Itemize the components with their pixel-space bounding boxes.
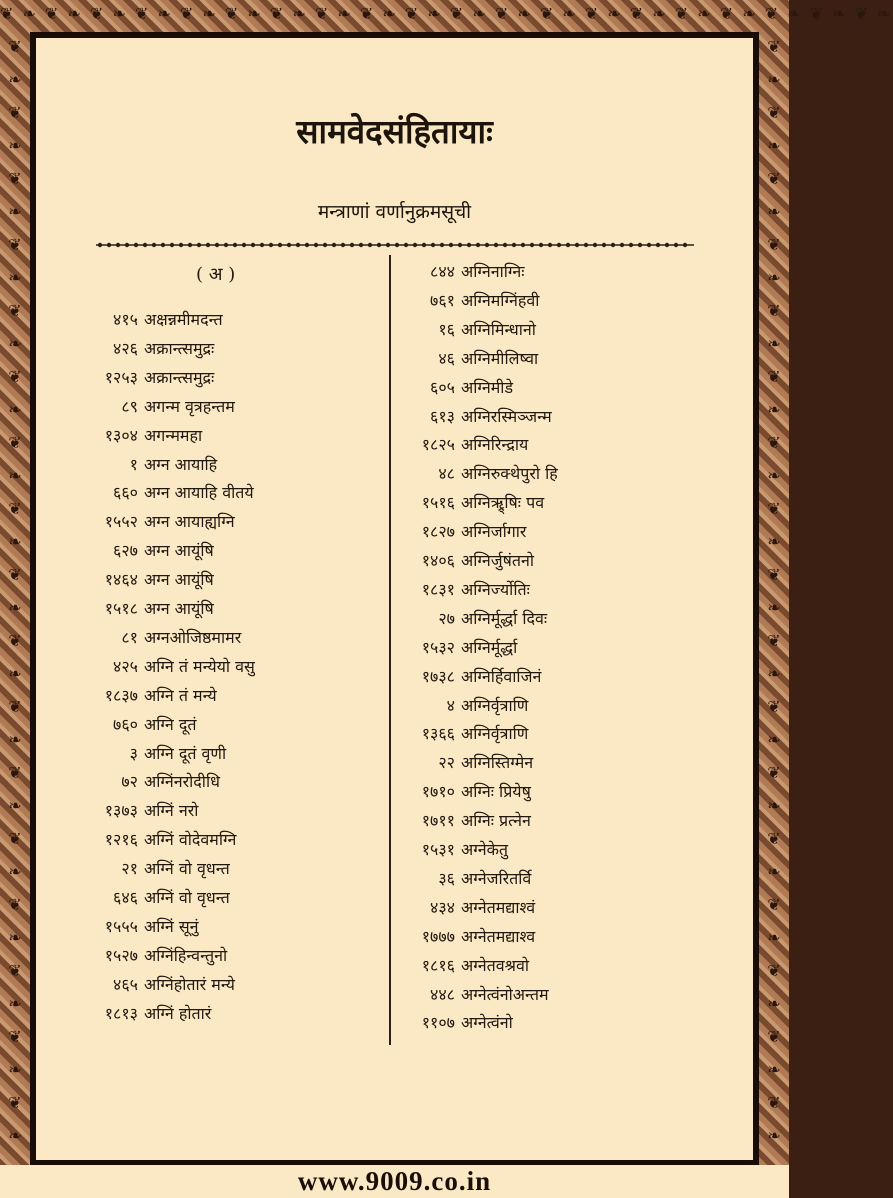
page-title: सामवेदसंहितायाः <box>296 112 493 151</box>
mantra-number: १५३२ <box>421 637 455 657</box>
mantra-text: अग्नि दूतं वृणी <box>144 743 227 763</box>
index-entry <box>0 403 552 431</box>
index-entry <box>0 981 549 1009</box>
mantra-number: १७१० <box>421 782 455 802</box>
mantra-number: १ <box>129 454 138 474</box>
mantra-text: अग्नेकेतु <box>461 840 509 859</box>
index-entry <box>0 316 536 344</box>
mantra-text: अग्निमग्निंहवी <box>461 290 540 310</box>
index-entry <box>0 778 531 806</box>
mantra-number: ६४६ <box>113 888 138 907</box>
mantra-text: अगन्म वृत्रहन्तम <box>144 396 235 416</box>
mantra-text: अग्निं वो वृधन्त <box>144 859 230 879</box>
mantra-number: २७ <box>438 608 455 628</box>
mantra-text: अग्निरुक्थेपुरो हि <box>461 464 558 484</box>
mantra-number: ४६५ <box>113 974 138 994</box>
index-entry <box>0 431 528 459</box>
mantra-number: २२ <box>438 753 455 773</box>
mantra-text: अग्नेतमद्याश्वं <box>461 897 536 917</box>
index-entry <box>0 374 513 402</box>
mantra-text: अग्न आयाहि वीतये <box>144 483 254 503</box>
mantra-text: अग्निं नरो <box>144 801 199 821</box>
index-entry <box>0 345 538 373</box>
mantra-text: अग्नि तं मन्ये <box>144 685 217 705</box>
index-entry <box>0 576 530 604</box>
mantra-text: अक्रान्त्समुद्रः <box>144 367 215 387</box>
mantra-number: ४ <box>446 695 455 715</box>
mantra-text: अग्निर्ज्योतिः <box>461 579 530 599</box>
index-entry <box>0 865 531 893</box>
mantra-number: १८२५ <box>421 435 455 455</box>
index-entry <box>0 923 535 951</box>
mantra-text: अगन्ममहा <box>144 425 203 445</box>
index-entry <box>0 836 508 864</box>
mantra-text: अग्निर्मूर्द्धा <box>461 637 518 657</box>
mantra-number: १२१६ <box>104 830 138 850</box>
mantra-number: ४४८ <box>430 984 455 1004</box>
mantra-text: अग्निंहोतारं मन्ये <box>144 974 235 994</box>
mantra-number: १५१६ <box>421 493 455 513</box>
mantra-text: अक्रान्त्समुद्रः <box>144 338 215 358</box>
mantra-text: अग्निंनरोदीधि <box>144 772 220 792</box>
mantra-text: अग्निरस्मिञ्जन्म <box>461 406 552 426</box>
index-entry <box>0 894 535 922</box>
mantra-number: ७२ <box>121 772 138 792</box>
mantra-number: ६०५ <box>430 377 455 397</box>
mantra-number: ८९ <box>121 396 138 416</box>
mantra-number: १८१६ <box>421 955 455 975</box>
index-entry <box>0 663 541 691</box>
footer-url: www.9009.co.in <box>297 1166 492 1196</box>
index-entry <box>0 547 534 575</box>
mantra-number: ३ <box>129 743 138 763</box>
left-ornament-border: ❦ ❧ ❦ ❧ ❦ ❧ ❦ ❧ ❦ ❧ ❦ ❧ ❦ ❧ ❦ ❧ ❦ ❧ ❦ ❧ ❦ ❧ ❦ ❧ ❦ ❧ ❦ ❧ ❦ ❧ ❦ ❧ ❦ ❧ <box>8 37 22 1145</box>
index-entry <box>0 489 544 517</box>
index-entry <box>0 605 547 633</box>
mantra-number: १८२७ <box>421 522 455 542</box>
mantra-text: अग्नेतवश्रवो <box>461 955 529 975</box>
mantra-text: अग्निर्जुषंतनो <box>461 551 535 570</box>
mantra-text: अग्न आयूंषि <box>144 541 214 561</box>
mantra-text: अग्निं वोदेवमग्नि <box>144 830 237 850</box>
mantra-number: ६२७ <box>113 541 138 561</box>
mantra-number: ७६१ <box>430 290 455 310</box>
section-heading-a: ( अ ) <box>196 264 236 285</box>
mantra-number: ७६० <box>113 714 138 734</box>
mantra-text: अग्निर्वृत्राणि <box>461 695 529 715</box>
mantra-number: ८४४ <box>430 262 455 281</box>
mantra-text: अग्न आयाहि <box>144 454 218 474</box>
mantra-text: अग्निः प्रियेषु <box>461 782 531 802</box>
mantra-number: १६ <box>438 319 455 339</box>
mantra-text: अग्न आयूंषि <box>144 570 214 590</box>
mantra-number: १७३८ <box>421 666 455 686</box>
mantra-text: अग्निंहिन्वन्तुनो <box>144 945 228 965</box>
mantra-text: अग्निरिन्द्राय <box>461 435 529 455</box>
mantra-number: १३०४ <box>104 425 138 445</box>
mantra-text: अग्निमीडे <box>461 377 514 397</box>
index-entry <box>0 634 517 662</box>
mantra-number: ४३४ <box>430 897 455 917</box>
mantra-number: १४०६ <box>421 551 455 570</box>
page-subtitle: मन्त्राणां वर्णानुक्रमसूची <box>317 201 472 223</box>
mantra-text: अग्निऋ्र्षिः पव <box>461 493 545 513</box>
mantra-text: अग्नेतमद्याश्व <box>461 926 536 946</box>
mantra-text: अग्निनाग्निः <box>461 262 525 281</box>
mantra-text: अग्निमीलिष्वा <box>461 348 539 368</box>
mantra-text: अग्निं वो वृधन्त <box>144 888 230 907</box>
mantra-text: अग्नओजिष्ठमामर <box>144 627 242 647</box>
mantra-number: १८३७ <box>104 685 138 705</box>
index-entry <box>0 952 529 980</box>
mantra-number: १८३१ <box>421 579 455 599</box>
mantra-text: अग्न आयूंषि <box>144 599 214 618</box>
mantra-text: अग्निमिन्धानो <box>461 319 536 339</box>
mantra-number: ४२६ <box>113 338 138 358</box>
mantra-text: अग्निस्तिग्मेन <box>461 753 534 773</box>
mantra-number: ४१५ <box>113 310 138 329</box>
mantra-text: अग्नेजरितर्वि <box>461 868 532 888</box>
mantra-number: ६६० <box>113 483 138 503</box>
mantra-number: १२५३ <box>104 367 138 387</box>
top-ornament-border: ❦ ❧ ❦ ❧ ❦ ❧ ❦ ❧ ❦ ❧ ❦ ❧ ❦ ❧ ❦ ❧ ❦ ❧ ❦ ❧ ❦ ❧ ❦ ❧ ❦ ❧ ❦ ❧ ❦ ❧ ❦ ❧ ❦ ❧ ❦ ❧ ❦ ❧ ❦ ❧ <box>0 4 893 23</box>
right-ornament-border: ❦ ❧ ❦ ❧ ❦ ❧ ❦ ❧ ❦ ❧ ❦ ❧ ❦ ❧ ❦ ❧ ❦ ❧ ❦ ❧ ❦ ❧ ❦ ❧ ❦ ❧ ❦ ❧ ❦ ❧ ❦ ❧ ❦ ❧ <box>767 37 781 1145</box>
mantra-text: अग्नि दूतं <box>144 714 197 734</box>
index-entry <box>0 258 525 286</box>
mantra-number: ३६ <box>438 868 455 888</box>
mantra-number: ६१३ <box>430 406 455 426</box>
index-entry <box>0 720 528 748</box>
mantra-number: १५२७ <box>104 945 138 965</box>
mantra-number: ४६ <box>438 348 455 368</box>
mantra-number: ४२५ <box>113 656 138 676</box>
mantra-number: १४६४ <box>104 570 138 590</box>
mantra-text: अग्निर्वृत्राणि <box>461 724 529 744</box>
mantra-text: अग्नेत्वंनोअन्तम <box>461 984 549 1004</box>
mantra-number: १३७३ <box>104 801 138 821</box>
mantra-number: १५१८ <box>104 599 138 618</box>
index-entry <box>0 749 533 777</box>
mantra-number: ४८ <box>438 464 455 484</box>
index-entry <box>0 692 528 720</box>
mantra-text: अग्निं होतारं <box>144 1003 212 1023</box>
mantra-number: १५३१ <box>421 840 455 859</box>
mantra-text: अग्नेत्वंनो <box>461 1013 513 1033</box>
index-entry <box>0 460 558 488</box>
ornamental-rule <box>96 240 694 250</box>
index-entry <box>0 1009 513 1037</box>
mantra-text: अग्निर्हिवाजिनं <box>461 666 542 686</box>
mantra-text: अग्निर्जागार <box>461 522 527 542</box>
mantra-number: १८१३ <box>104 1003 138 1023</box>
mantra-number: १५५५ <box>104 916 138 936</box>
mantra-number: १७११ <box>421 811 455 831</box>
mantra-number: १५५२ <box>104 512 138 532</box>
index-entry <box>0 807 531 835</box>
mantra-number: १७७७ <box>421 926 455 946</box>
mantra-text: अग्निर्मूर्द्धा दिवः <box>461 608 548 628</box>
mantra-text: अक्षन्नमीमदन्त <box>144 310 223 329</box>
index-entry <box>0 518 526 546</box>
mantra-number: ८१ <box>121 627 138 647</box>
mantra-text: अग्निं सूनुं <box>144 916 199 936</box>
index-entry <box>0 287 539 315</box>
mantra-text: अग्निः प्रत्नेन <box>461 811 531 831</box>
mantra-number: १३६६ <box>421 724 455 744</box>
mantra-number: २१ <box>121 859 138 879</box>
mantra-text: अग्न आयाह्यग्नि <box>144 512 235 532</box>
mantra-number: ११०७ <box>421 1013 455 1033</box>
mantra-text: अग्नि तं मन्येयो वसु <box>144 656 255 676</box>
